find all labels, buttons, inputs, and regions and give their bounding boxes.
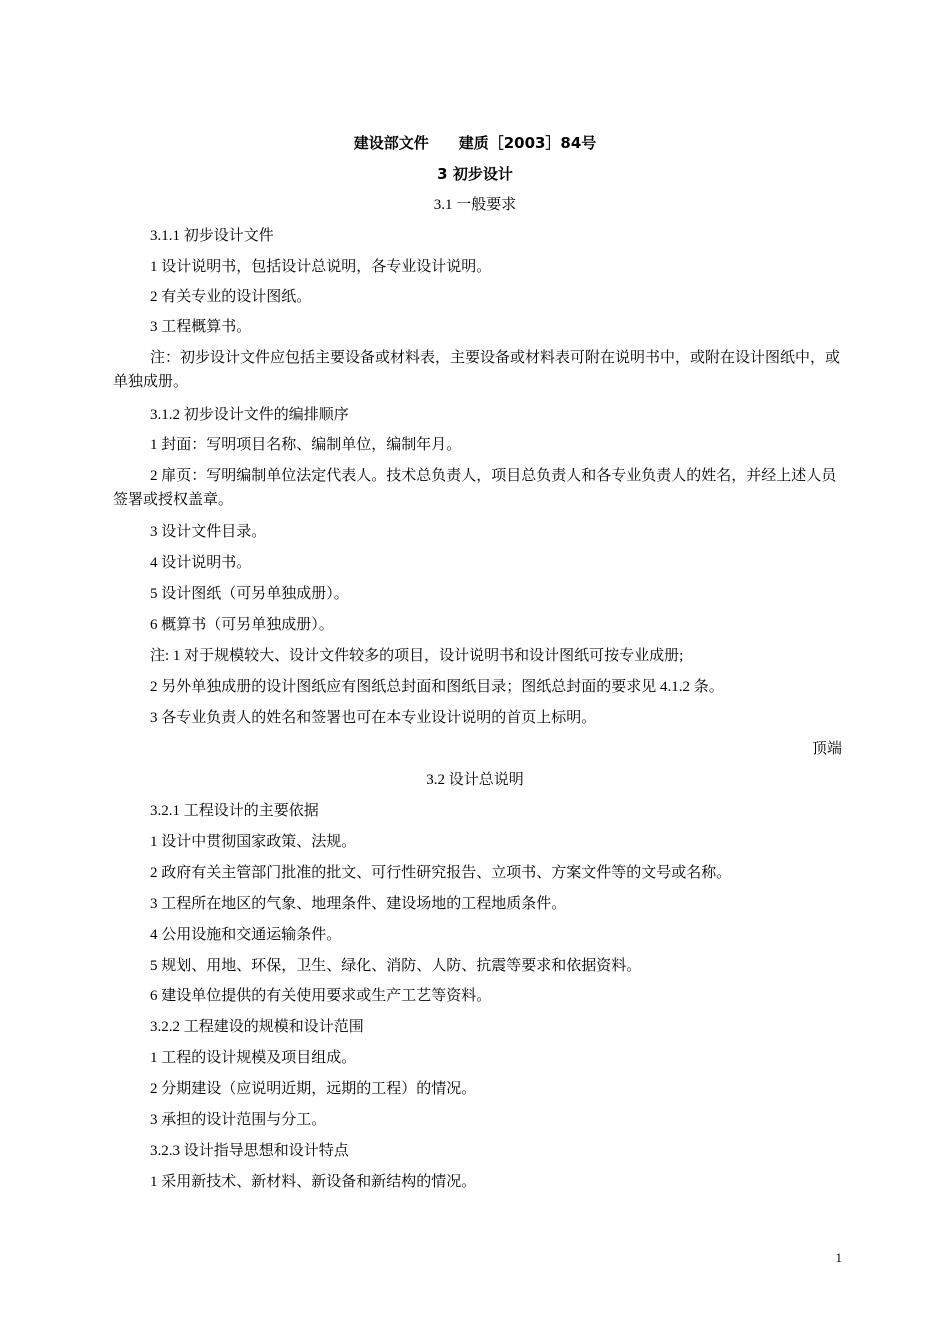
list-item: 4 设计说明书。	[150, 555, 252, 571]
back-to-top-link[interactable]: 顶端	[811, 741, 842, 757]
list-item: 4 公用设施和交通运输条件。	[150, 927, 342, 943]
document-title: 建设部文件 建质［2003］84号	[353, 134, 597, 152]
list-item: 2 分期建设（应说明近期，远期的工程）的情况。	[150, 1081, 477, 1097]
note-line: 2 另外单独成册的设计图纸应有图纸总封面和图纸目录；图纸总封面的要求见 4.1.2 条。	[150, 679, 724, 695]
chapter-title: 3 初步设计	[437, 165, 513, 183]
subsection-heading: 3.1.1 初步设计文件	[150, 228, 274, 244]
subsection-heading: 3.2.3 设计指导思想和设计特点	[150, 1143, 349, 1159]
list-item: 1 采用新技术、新材料、新设备和新结构的情况。	[150, 1174, 477, 1190]
list-item: 3 承担的设计范围与分工。	[150, 1112, 327, 1128]
list-item: 1 设计中贯彻国家政策、法规。	[150, 834, 357, 850]
subsection-heading: 3.2.2 工程建设的规模和设计范围	[150, 1019, 364, 1035]
note-line: 3 各专业负责人的姓名和签署也可在本专业设计说明的首页上标明。	[150, 710, 597, 726]
subsection-heading: 3.2.1 工程设计的主要依据	[150, 803, 319, 819]
list-item: 3 设计文件目录。	[150, 524, 267, 540]
note-paragraph: 注：初步设计文件应包括主要设备或材料表，主要设备或材料表可附在说明书中，或附在设计图纸中，或单独成册。	[113, 350, 841, 390]
list-item: 1 设计说明书，包括设计总说明，各专业设计说明。	[150, 259, 492, 275]
note-line: 注: 1 对于规模较大、设计文件较多的项目，设计说明书和设计图纸可按专业成册;	[150, 648, 684, 664]
list-item: 3 工程概算书。	[150, 319, 252, 335]
list-item: 6 建设单位提供的有关使用要求或生产工艺等资料。	[150, 988, 492, 1004]
list-item: 2 政府有关主管部门批准的批文、可行性研究报告、立项书、方案文件等的文号或名称。	[150, 865, 732, 881]
list-item: 3 工程所在地区的气象、地理条件、建设场地的工程地质条件。	[150, 896, 567, 912]
list-item: 6 概算书（可另单独成册）。	[150, 617, 334, 633]
list-item: 2 有关专业的设计图纸。	[150, 289, 312, 305]
subsection-heading: 3.1.2 初步设计文件的编排顺序	[150, 407, 349, 423]
list-item: 1 封面：写明项目名称、编制单位，编制年月。	[150, 437, 462, 453]
section-title: 3.2 设计总说明	[426, 772, 524, 788]
list-item: 5 设计图纸（可另单独成册）。	[150, 586, 349, 602]
list-item: 5 规划、用地、环保，卫生、绿化、消防、人防、抗震等要求和依据资料。	[150, 958, 642, 974]
page-number: 1	[835, 1250, 842, 1265]
list-item-paragraph: 2 扉页：写明编制单位法定代表人。技术总负责人，项目总负责人和各专业负责人的姓名，并经上述人员签署或授权盖章。	[113, 468, 837, 508]
list-item: 1 工程的设计规模及项目组成。	[150, 1050, 357, 1066]
section-title: 3.1 一般要求	[433, 197, 517, 213]
